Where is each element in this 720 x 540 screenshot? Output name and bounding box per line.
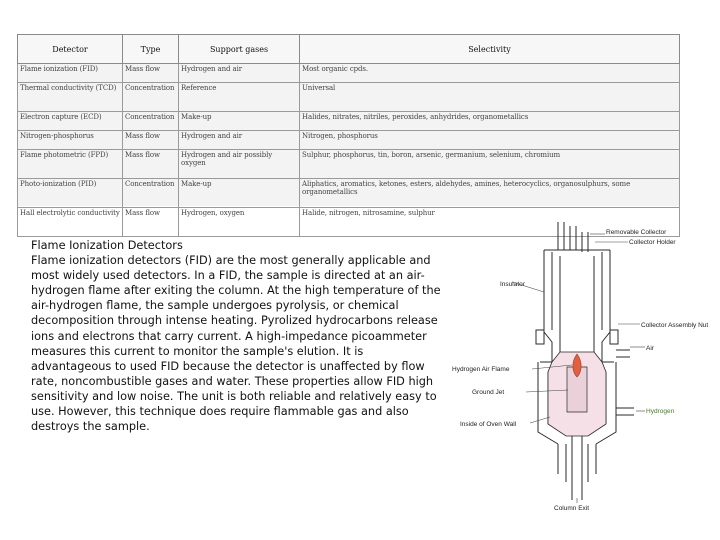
label-collector-assembly-nut: Collector Assembly Nut xyxy=(641,322,709,329)
table-row xyxy=(18,179,680,208)
label-air: Air xyxy=(646,345,654,352)
table-cell: Nitrogen-phosphorus xyxy=(18,131,123,150)
table-cell: Make-up xyxy=(179,112,300,131)
fid-diagram xyxy=(440,212,715,512)
table-cell: Flame ionization (FID) xyxy=(18,64,123,83)
label-collector-holder: Collector Holder xyxy=(629,239,676,246)
table-cell: Hydrogen, oxygen xyxy=(179,208,300,237)
article-body: Flame ionization detectors (FID) are the most generally applicable and most widely used detectors. In a FID, the sample is directed at an air-hydrogen flame after exiting the column. At the high temperature of the air-hydrogen flame, the sample undergoes pyrolysis, or chemical decomposition through intense heating. Pyrolized hydrocarbons release ions and electrons that carry current. A high-impedance picoammeter measures this current to monitor the sample's elution. It is advantageous to used FID because the detector is unaffected by flow rate, noncombustible gases and water. These properties allow FID high sensitivity and low noise. The unit is both reliable and relatively easy to use. However, this technique does require flammable gas and also destroys the sample. xyxy=(31,254,441,434)
table-cell: Hydrogen and air possibly oxygen xyxy=(179,150,300,179)
table-row xyxy=(18,83,680,112)
table-cell: Photo-ionization (PID) xyxy=(18,179,123,208)
table-cell: Concentration xyxy=(123,179,179,208)
label-ground-jet: Ground Jet xyxy=(472,389,505,396)
label-hydrogen-air-flame: Hydrogen Air Flame xyxy=(452,366,510,373)
label-column-exit: Column Exit xyxy=(554,505,590,512)
table-cell: Concentration xyxy=(123,112,179,131)
table-cell: Hydrogen and air xyxy=(179,131,300,150)
table-cell: Aliphatics, aromatics, ketones, esters, aldehydes, amines, heterocyclics, organosulphurs, some organometallics xyxy=(300,179,680,208)
table-cell: Hall electrolytic conductivity xyxy=(18,208,123,237)
column-header: Support gases xyxy=(179,35,300,64)
table-cell: Concentration xyxy=(123,83,179,112)
table-cell: Universal xyxy=(300,83,680,112)
table-cell: Flame photometric (FPD) xyxy=(18,150,123,179)
table-cell: Halides, nitrates, nitriles, peroxides, anhydrides, organometallics xyxy=(300,112,680,131)
table-cell: Electron capture (ECD) xyxy=(18,112,123,131)
table-cell: Mass flow xyxy=(123,64,179,83)
column-header: Type xyxy=(123,35,179,64)
table-row xyxy=(18,64,680,83)
table-cell: Make-up xyxy=(179,179,300,208)
column-header: Detector xyxy=(18,35,123,64)
table-cell: Most organic cpds. xyxy=(300,64,680,83)
table-header-row xyxy=(18,35,680,64)
table-cell: Mass flow xyxy=(123,208,179,237)
table-row xyxy=(18,112,680,131)
label-hydrogen: Hydrogen xyxy=(646,408,675,415)
table-cell: Hydrogen and air xyxy=(179,64,300,83)
table-cell: Halide, nitrogen, nitrosamine, sulphur xyxy=(300,208,680,237)
table-row xyxy=(18,150,680,179)
table-row xyxy=(18,131,680,150)
detector-table-container xyxy=(17,34,679,217)
table-cell: Mass flow xyxy=(123,150,179,179)
table-cell: Nitrogen, phosphorus xyxy=(300,131,680,150)
article xyxy=(31,238,443,434)
article-title: Flame Ionization Detectors xyxy=(31,239,183,252)
table-cell: Reference xyxy=(179,83,300,112)
detector-table xyxy=(17,34,680,237)
label-removable-collector: Removable Collector xyxy=(606,229,667,236)
table-cell: Sulphur, phosphorus, tin, boron, arsenic, germanium, selenium, chromium xyxy=(300,150,680,179)
label-insulator: Insulator xyxy=(500,281,525,288)
label-inside-of-oven-wall: Inside of Oven Wall xyxy=(460,421,517,428)
column-header: Selectivity xyxy=(300,35,680,64)
table-cell: Thermal conductivity (TCD) xyxy=(18,83,123,112)
table-cell: Mass flow xyxy=(123,131,179,150)
